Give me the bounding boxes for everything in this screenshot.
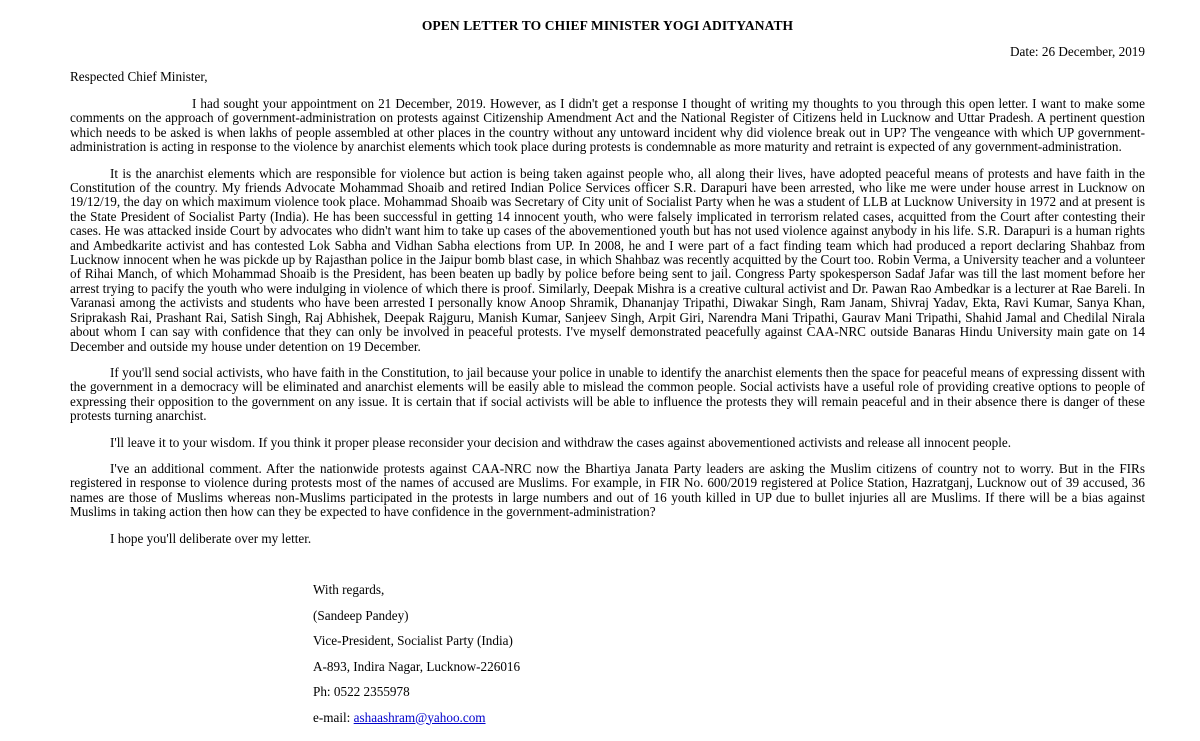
paragraph-closing-hope: I hope you'll deliberate over my letter. <box>110 530 312 546</box>
signer-address: A-893, Indira Nagar, Lucknow-226016 <box>313 658 521 674</box>
email-label: e-mail: <box>313 709 354 725</box>
email-link[interactable]: ashaashram@yahoo.com <box>353 709 486 725</box>
letter-title: OPEN LETTER TO CHIEF MINISTER YOGI ADITYANATH <box>421 18 794 33</box>
signature-block <box>313 583 520 736</box>
paragraph-arrests: It is the anarchist elements which are responsible for violence but action is being taken against people who, all along their lives, have adopted peaceful means of protests and have faith in the Constitution of the country. My friends Advocate Mohammad Shoaib and retired Indian Police Services officer S.R. Darapuri have been arrested, who like me were under house arrest in Lucknow on 19/12/19, the day on which maximum violence took place. Mohammad Shoaib was Secretary of City unit of Socialist Party when he was a student of LLB at Lucknow University in 1972 and at present is the State President of Socialist Party (India). He has been successful in getting 14 innocent youth, who were falsely implicated in terrorism related cases, acquitted from the Court after contesting their cases. He was attacked inside Court by advocates who didn't want him to take up cases of the abovementioned youth but has not used violence against anybody in his life. S.R. Darapuri is a human rights and Ambedkarite activist and has contested Lok Sabha and Vidhan Sabha elections from UP. In 2008, he and I were part of a fact finding team which had produced a report declaring Shahbaz from Lucknow innocent when he was pickde up by Rajasthan police in the Jaipur bomb blast case, in which Shahbaz was recently acquitted by the Court too. Robin Verma, a University teacher and a volunteer of Rihai Manch, of which Mohammad Shoaib is the President, has been beaten up badly by police before being sent to jail. Congress Party spokesperson Sadaf Jafar was till the last moment before her arrest trying to pacify the youth who were indulging in violence of which there is proof. Similarly, Deepak Mishra is a creative cultural activist and Dr. Pawan Rao Ambedkar is a lecturer at Rae Bareli. In Varanasi among the activists and students who have been arrested I personally know Anoop Shramik, Dhananjay Tripathi, Diwakar Singh, Ram Janam, Shivraj Yadav, Ekta, Ravi Kumar, Sanya Khan, Sriprakash Rai, Prashant Rai, Satish Singh, Raj Abhishek, Deepak Rajguru, Manish Kumar, Sanjeev Singh, Arpit Giri, Narendra Mani Tripathi, Gaurav Mani Tripathi, Shahid Jamal and Chedilal Nirala about whom I can say with confidence that they can only be involved in peaceful protests. I've myself demonstrated peacefully against CAA-NRC outside Banaras Hindu University main gate on 14 December and outside my house under detention on 19 December. <box>70 165 1145 354</box>
letter-date: Date: 26 December, 2019 <box>1010 44 1145 59</box>
signer-phone: Ph: 0522 2355978 <box>313 684 410 699</box>
paragraph-appointment: I had sought your appointment on 21 December, 2019. However, as I didn't get a response I thought of writing my thoughts to you through this open letter. I want to make some comments on the approach of government-administration on protests against Citizenship Amendment Act and the National Register of Citizens held in Lucknow and Uttar Pradesh. A pertinent question which needs to be asked is when lakhs of people assembled at other places in the country without any untoward incident why did violence break out in UP? The vengeance with which UP government-administration is acting in response to the violence by anarchist elements which took place during protests is condemnable as more maturity and retraint is expected of any government-administration. <box>70 96 1145 155</box>
paragraph-additional-comment: I've an additional comment. After the nationwide protests against CAA-NRC now the Bhartiya Janata Party leaders are asking the Muslim citizens of country not to worry. But in the FIRs registered in response to violence during protests most of the names of accused are Muslims. For example, in FIR No. 600/2019 registered at Police Station, Hazratganj, Lucknow out of 39 accused, 36 names are those of Muslims whereas non-Muslims participated in the protests in large numbers and out of 16 youth killed in UP due to bullet injuries all are Muslims. If there will be a bias against Muslims in taking action then how can they be expected to have confidence in the government-administration? <box>70 460 1145 520</box>
signer-email-line <box>313 711 520 737</box>
closing-line: With regards, <box>313 582 385 597</box>
signer-position: Vice-President, Socialist Party (India) <box>313 633 513 648</box>
paragraph-social-activists: If you'll send social activists, who have faith in the Constitution, to jail because your police in unable to identify the anarchist elements then the space for peaceful means of expressing dissent with the government in a democracy will be eliminated and anarchist elements will be easily able to mislead the common people. Social activists have a useful role of providing creative options to people of expressing their opposition to the government on any issue. It is certain that if social activists will be able to influence the protests they will remain peaceful and in their absence there is danger of these protests turning anarchist. <box>70 364 1145 424</box>
paragraph-request: I'll leave it to your wisdom. If you think it proper please reconsider your decision and withdraw the cases against abovementioned activists and release all innocent people. <box>110 434 1012 450</box>
salutation: Respected Chief Minister, <box>70 69 208 84</box>
letter-body <box>70 97 1145 558</box>
signer-name: (Sandeep Pandey) <box>313 607 409 623</box>
